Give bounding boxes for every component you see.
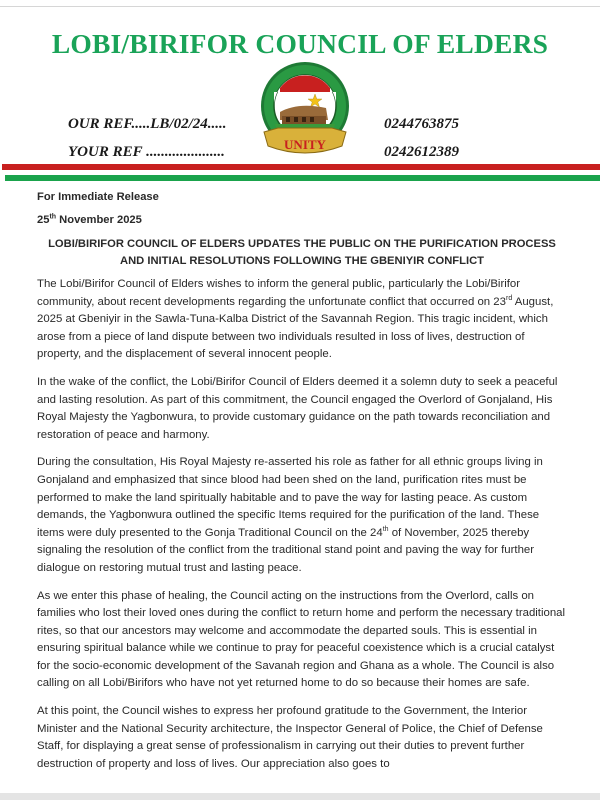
letterhead-green-stripe — [5, 175, 600, 181]
council-emblem-icon — [258, 62, 352, 162]
press-release-headline — [37, 236, 567, 270]
paragraph-4: As we enter this phase of healing, the Council acting on the instructions from the Overlord, calls on families who lost their loved ones during the conflict to return home and perform the necessary traditional rites, so that our ancestors may welcome and accommodate the departed souls. This is essential in ensuring spiritual balance while we continue to pray for peaceful coexistence which is a crucial catalyst for the socio-economic development of the Savanah region and Ghana as a whole. The Council is also calling on all Lobi/Birifors who have not yet returned home to do so because their homes are safe. — [37, 589, 566, 690]
paragraph-5: At this point, the Council wishes to express her profound gratitude to the Government, the Interior Minister and the National Security architecture, the Inspector General of Police, the Chief of Defense Staff, for displaying a great sense of professionalism in carrying out their duties to prevent further destruction of property and loss of lives. Our appreciation also goes to — [37, 705, 543, 770]
headline-line-1: LOBI/BIRIFOR COUNCIL OF ELDERS UPDATES THE PUBLIC ON THE PURIFICATION PROCESS — [48, 238, 556, 250]
release-date: 25th November 2025 — [37, 213, 142, 226]
paragraph-1: The Lobi/Birifor Council of Elders wishes to inform the general public, particularly the Lobi/Birifor community, about recent developments regarding the unfortunate conflict that occurred on 23rd August, 2025 at Gbeniyir in the Sawla-Tuna-Kalba District of the Savannah Region. This tragic incident, which arose from a piece of land dispute between two individuals resulted in loss of lives, destruction of property, and the displacement of several innocent people. — [37, 278, 554, 361]
press-release-body — [37, 190, 567, 783]
page-bottom-band — [0, 793, 600, 800]
headline-line-2: AND INITIAL RESOLUTIONS FOLLOWING THE GBENIYIR CONFLICT — [120, 255, 484, 267]
letterhead-title: LOBI/BIRIFOR COUNCIL OF ELDERS — [51, 28, 549, 59]
phone-number-2: 0242612389 — [384, 144, 459, 160]
paragraph-2: In the wake of the conflict, the Lobi/Birifor Council of Elders deemed it a solemn duty to seek a peaceful and lasting resolution. As part of this commitment, the Council engaged the Overlord of Gonjaland, His Royal Majesty the Yagbonwura, to provide customary guidance on the path towards reconciliation and restoration of peace and harmony. — [37, 375, 558, 441]
phone-number-1: 0244763875 — [384, 116, 459, 132]
release-label: For Immediate Release — [37, 191, 159, 203]
our-reference: OUR REF.....LB/02/24..... — [68, 116, 227, 132]
page-top-border — [0, 6, 600, 7]
letterhead-red-stripe — [2, 164, 600, 170]
unity-banner-text: UNITY — [284, 137, 326, 152]
your-reference: YOUR REF ..................... — [68, 144, 225, 160]
paragraph-3: During the consultation, His Royal Majesty re-asserted his role as father for all ethnic groups living in Gonjaland and emphasized that since blood had been shed on the land, purification rites must be performed to make the land spiritually habitable and to pave the way for lasting peace. As custom demands, the Yagbonwura outlined the specific Items required for the purification of the land. These items were duly presented to the Gonja Traditional Council on the 24th of November, 2025 thereby signaling the resolution of the conflict from the traditional stand point and paving the way for further dialogue on restoring mutual trust and lasting peace. — [37, 456, 543, 574]
